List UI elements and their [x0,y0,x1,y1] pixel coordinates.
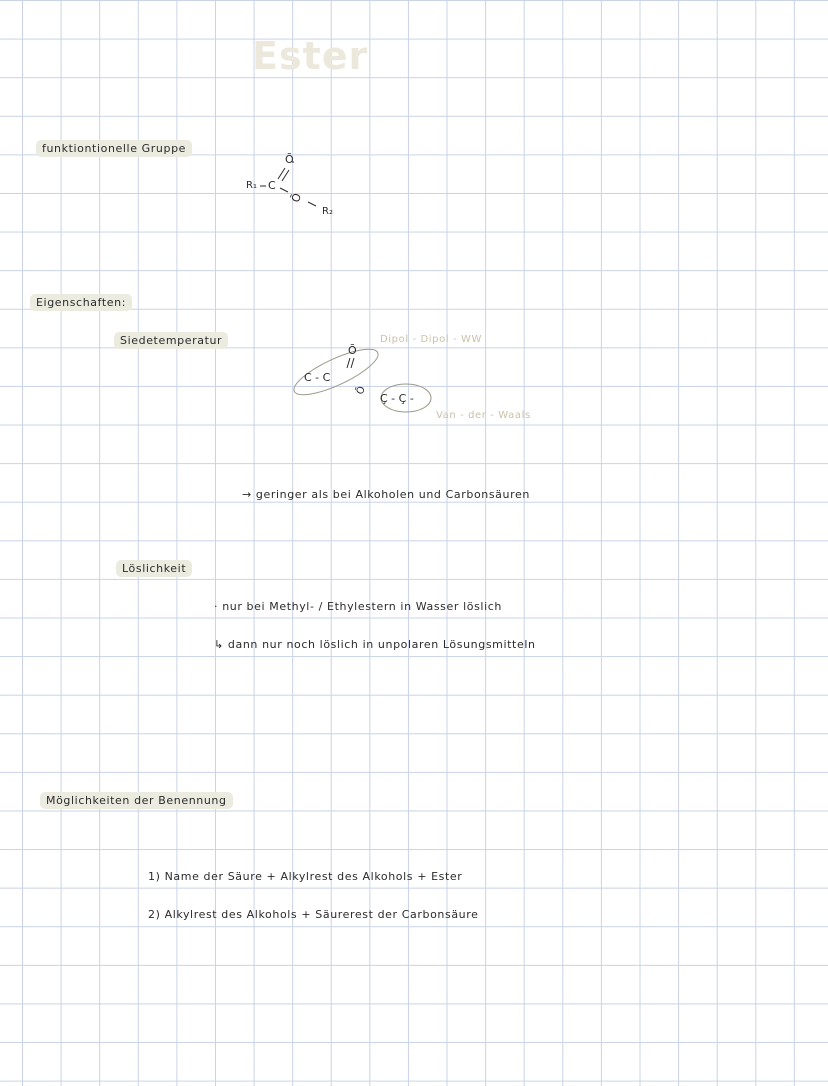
structure-oxygen-single: Ō [288,191,305,205]
svg-text:Ō: Ō [348,344,357,357]
structure-r1: R₁ [246,180,257,191]
solubility-line-2: ↳ dann nur noch löslich in unpolaren Lösungsmitteln [214,638,536,651]
naming-option-1: 1) Name der Säure + Alkylrest des Alkohols + Ester [148,870,463,883]
structure-r2: R₂ [322,206,333,217]
annotation-van-der-waals: Van - der - Waals [436,410,531,421]
subsection-label-boiling: Siedetemperatur [114,332,228,349]
ester-intermolecular-diagram [292,336,442,416]
page-title: Ester [252,34,369,78]
svg-text:Ç - Ç -: Ç - Ç - [380,392,414,405]
subsection-label-solubility: Löslichkeit [116,560,192,577]
structure-oxygen-double: Ō [285,153,294,166]
svg-text:C - C: C - C [304,371,331,384]
section-label-naming: Möglichkeiten der Benennung [40,792,233,809]
annotation-dipole: Dipol - Dipol - WW [380,334,482,345]
boiling-conclusion: → geringer als bei Alkoholen und Carbonsäuren [242,488,530,501]
structure-carbon: C [268,179,276,192]
naming-option-2: 2) Alkylrest des Alkohols + Säurerest der Carbonsäure [148,908,479,921]
section-label-properties: Eigenschaften: [30,294,132,311]
ester-functional-group-structure [240,148,350,220]
section-label-functional-group: funktiontionelle Gruppe [36,140,192,157]
solubility-line-1: · nur bei Methyl- / Ethylestern in Wasser löslich [214,600,502,613]
svg-text:Ō: Ō [354,384,368,397]
